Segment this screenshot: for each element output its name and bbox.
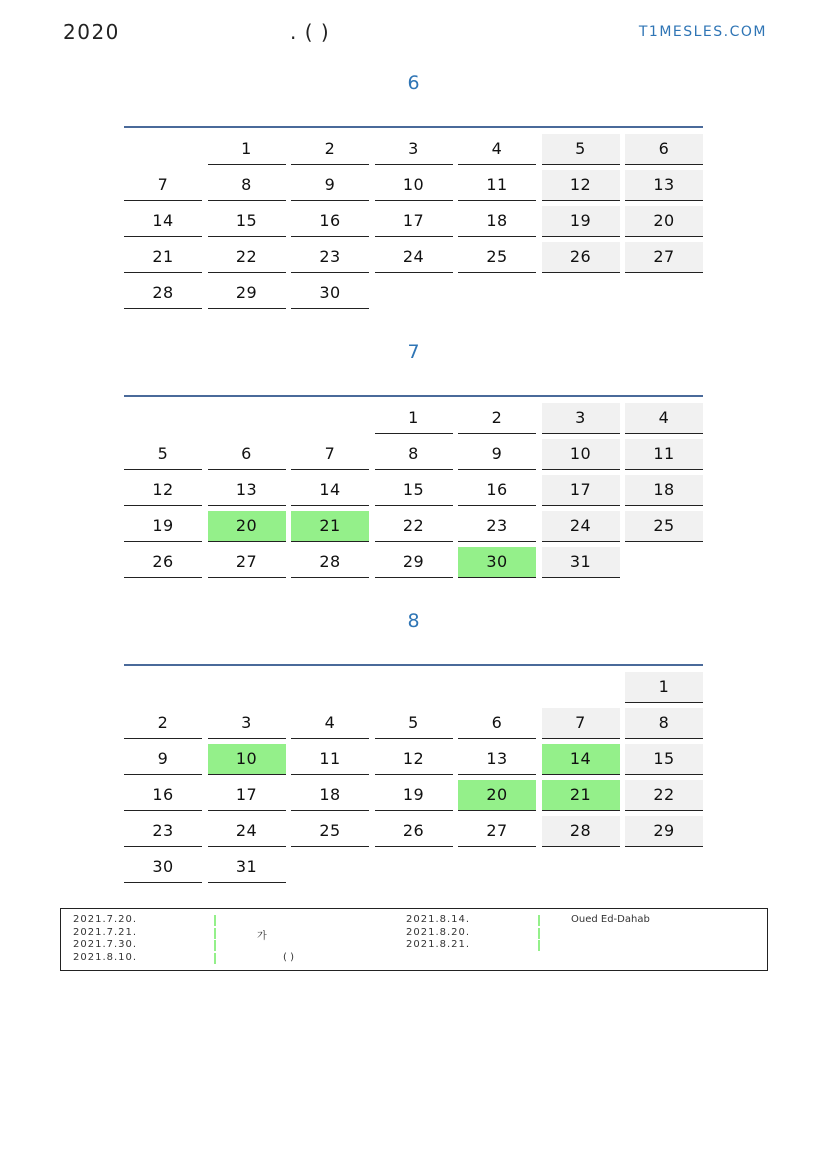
day-cell: 2: [124, 708, 202, 739]
day-cell: 28: [542, 816, 620, 847]
holiday-legend: [60, 908, 768, 971]
legend-color-swatch: [214, 940, 216, 951]
day-cell: 30: [291, 278, 369, 309]
legend-color-swatch: [538, 940, 540, 951]
day-cell: 18: [458, 206, 536, 237]
day-cell: 4: [625, 403, 703, 434]
day-cell: 11: [625, 439, 703, 470]
day-cell: 1: [375, 403, 453, 434]
day-cell: 8: [375, 439, 453, 470]
day-cell: 15: [625, 744, 703, 775]
day-cell: 7: [542, 708, 620, 739]
legend-date: 2021.7.30.: [73, 939, 138, 950]
day-cell: 9: [124, 744, 202, 775]
day-cell: 4: [458, 134, 536, 165]
holiday-day-cell: 20: [208, 511, 286, 542]
day-cell: 26: [542, 242, 620, 273]
legend-date: 2021.8.10.: [73, 951, 138, 963]
day-cell: 5: [124, 439, 202, 470]
legend-date: 2021.8.14.: [406, 914, 471, 925]
month-title: 8: [407, 610, 420, 632]
holiday-day-cell: 21: [291, 511, 369, 542]
day-cell: 19: [124, 511, 202, 542]
day-cell: 3: [375, 134, 453, 165]
day-cell: 28: [291, 547, 369, 578]
month-top-rule: [124, 664, 703, 666]
day-cell: 22: [625, 780, 703, 811]
holiday-day-cell: 14: [542, 744, 620, 775]
day-cell: 2: [458, 403, 536, 434]
day-cell: 7: [291, 439, 369, 470]
legend-color-swatch: [214, 928, 216, 939]
holiday-day-cell: 10: [208, 744, 286, 775]
day-cell: 13: [625, 170, 703, 201]
day-cell: 14: [291, 475, 369, 506]
day-cell: 28: [124, 278, 202, 309]
day-cell: 12: [124, 475, 202, 506]
day-cell: 31: [208, 852, 286, 883]
legend-color-swatch: [214, 953, 216, 964]
day-cell: 5: [375, 708, 453, 739]
day-cell: 11: [291, 744, 369, 775]
day-cell: 2: [291, 134, 369, 165]
legend-holiday-name: 가: [257, 930, 267, 942]
day-cell: 25: [458, 242, 536, 273]
day-cell: 26: [124, 547, 202, 578]
day-cell: 7: [124, 170, 202, 201]
day-cell: 22: [375, 511, 453, 542]
day-cell: 9: [458, 439, 536, 470]
day-cell: 29: [375, 547, 453, 578]
day-cell: 24: [208, 816, 286, 847]
day-cell: 14: [124, 206, 202, 237]
day-cell: 27: [208, 547, 286, 578]
day-cell: 12: [542, 170, 620, 201]
day-cell: 15: [208, 206, 286, 237]
day-cell: 10: [375, 170, 453, 201]
day-cell: 24: [375, 242, 453, 273]
day-cell: 1: [208, 134, 286, 165]
day-cell: 26: [375, 816, 453, 847]
day-cell: 9: [291, 170, 369, 201]
day-cell: 18: [291, 780, 369, 811]
day-cell: 31: [542, 547, 620, 578]
legend-date: 2021.8.20.: [406, 926, 471, 938]
legend-date: 2021.7.20.: [73, 914, 138, 925]
header-brand-link[interactable]: T1MESLES.COM: [638, 24, 767, 40]
day-cell: 3: [542, 403, 620, 434]
day-cell: 17: [375, 206, 453, 237]
header-year: 2020: [63, 20, 120, 44]
legend-color-swatch: [214, 915, 216, 926]
day-cell: 20: [625, 206, 703, 237]
day-cell: 23: [124, 816, 202, 847]
month-title: 7: [407, 341, 420, 363]
day-cell: 10: [542, 439, 620, 470]
day-cell: 11: [458, 170, 536, 201]
day-cell: 16: [124, 780, 202, 811]
legend-date: 2021.7.21.: [73, 926, 138, 938]
day-cell: 8: [208, 170, 286, 201]
day-cell: 13: [458, 744, 536, 775]
day-cell: 27: [625, 242, 703, 273]
day-cell: 19: [542, 206, 620, 237]
day-cell: 18: [625, 475, 703, 506]
day-cell: 17: [542, 475, 620, 506]
day-cell: 16: [458, 475, 536, 506]
holiday-day-cell: 21: [542, 780, 620, 811]
day-cell: 23: [458, 511, 536, 542]
holiday-day-cell: 30: [458, 547, 536, 578]
legend-color-swatch: [538, 928, 540, 939]
day-cell: 16: [291, 206, 369, 237]
day-cell: 6: [625, 134, 703, 165]
day-cell: 29: [208, 278, 286, 309]
day-cell: 6: [458, 708, 536, 739]
header-country: . ( ): [290, 20, 330, 44]
day-cell: 21: [124, 242, 202, 273]
legend-color-swatch: [538, 915, 540, 926]
day-cell: 29: [625, 816, 703, 847]
day-cell: 8: [625, 708, 703, 739]
day-cell: 25: [625, 511, 703, 542]
day-cell: 22: [208, 242, 286, 273]
day-cell: 4: [291, 708, 369, 739]
legend-holiday-name: ( ): [283, 951, 294, 963]
day-cell: 23: [291, 242, 369, 273]
month-title: 6: [407, 72, 420, 94]
legend-holiday-name: Oued Ed-Dahab: [571, 914, 650, 925]
day-cell: 19: [375, 780, 453, 811]
day-cell: 12: [375, 744, 453, 775]
day-cell: 24: [542, 511, 620, 542]
day-cell: 30: [124, 852, 202, 883]
day-cell: 17: [208, 780, 286, 811]
day-cell: 5: [542, 134, 620, 165]
month-top-rule: [124, 126, 703, 128]
holiday-day-cell: 20: [458, 780, 536, 811]
day-cell: 15: [375, 475, 453, 506]
day-cell: 13: [208, 475, 286, 506]
month-top-rule: [124, 395, 703, 397]
day-cell: 27: [458, 816, 536, 847]
day-cell: 3: [208, 708, 286, 739]
day-cell: 6: [208, 439, 286, 470]
legend-date: 2021.8.21.: [406, 939, 471, 950]
day-cell: 1: [625, 672, 703, 703]
day-cell: 25: [291, 816, 369, 847]
